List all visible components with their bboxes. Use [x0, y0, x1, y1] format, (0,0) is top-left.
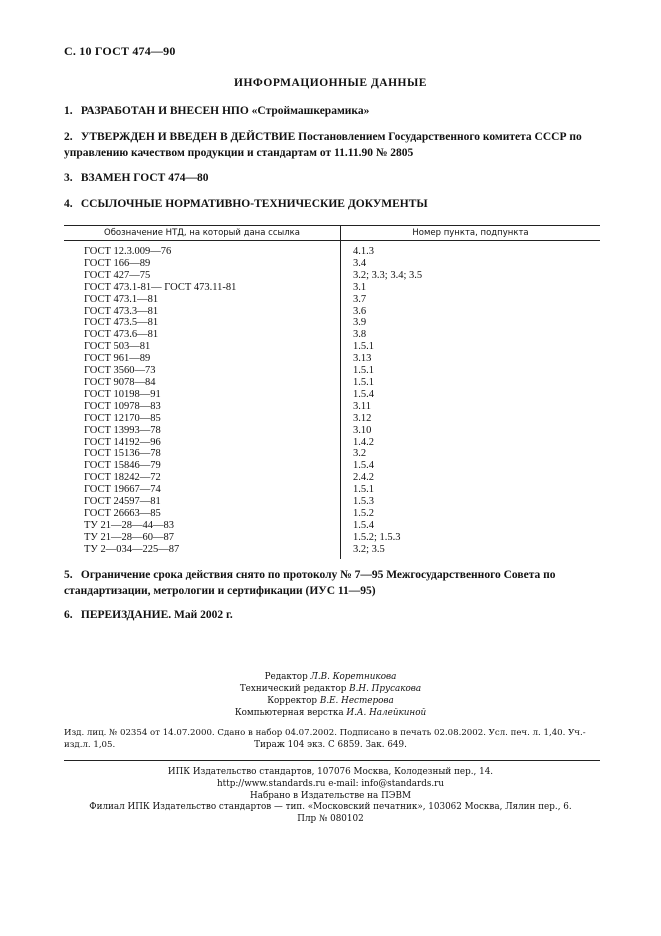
document-cell: ГОСТ 26663—85: [64, 508, 341, 520]
item-lead: УТВЕРЖДЕН И ВВЕДЕН В ДЕЙСТВИЕ: [80, 131, 296, 143]
clause-cell: 1.5.3: [353, 496, 374, 508]
clause-cell: 3.9: [353, 317, 367, 329]
table-row: [64, 329, 600, 341]
layout-line: [0, 707, 661, 719]
table-header-document: Обозначение НТД, на который дана ссылка: [64, 226, 341, 241]
table-row: [64, 520, 600, 532]
tech-editor-name: В.Н. Прусакова: [349, 684, 422, 694]
clause-cell: 1.5.1: [353, 484, 374, 496]
clause-cell: 3.11: [353, 400, 371, 412]
clause-cell: 1.5.4: [353, 388, 374, 400]
table-row: [64, 472, 600, 484]
table-row: [64, 484, 600, 496]
clause-cell: 1.5.2; 1.5.3: [353, 531, 401, 543]
tech-editor-label: Технический редактор: [239, 684, 350, 694]
document-cell: ГОСТ 24597—81: [64, 496, 341, 508]
layout-name: И.А. Налейкиной: [346, 708, 427, 718]
clause-cell: 1.5.1: [353, 365, 374, 377]
table-row: [64, 448, 600, 460]
table-row: [64, 508, 600, 520]
corrector-label: Корректор: [267, 696, 320, 706]
item-text: РАЗРАБОТАН И ВНЕСЕН НПО «Строймашкерамика»: [80, 105, 370, 117]
table-row: [64, 425, 600, 437]
clause-cell: 1.5.4: [353, 519, 374, 531]
document-cell: ГОСТ 10978—83: [64, 401, 341, 413]
table-row: [64, 377, 600, 389]
document-cell: ГОСТ 473.6—81: [64, 329, 341, 341]
corrector-name: В.Е. Нестерова: [319, 696, 394, 706]
references-table: [64, 225, 600, 559]
document-cell: ГОСТ 18242—72: [64, 472, 341, 484]
clause-cell: 1.5.4: [353, 460, 374, 472]
table-row: [64, 401, 600, 413]
document-cell: ГОСТ 10198—91: [64, 389, 341, 401]
clause-cell: 1.5.1: [353, 376, 374, 388]
document-cell: ТУ 2—034—225—87: [64, 544, 341, 559]
item-approved: [64, 129, 604, 161]
item-validity: [64, 567, 604, 599]
item-number: 1.: [64, 105, 73, 117]
clause-cell: 3.6: [353, 305, 367, 317]
corrector-line: [0, 695, 661, 707]
clause-cell: 3.1: [353, 281, 367, 293]
document-cell: ГОСТ 12.3.009—76: [64, 241, 341, 258]
document-cell: ГОСТ 473.1—81: [64, 294, 341, 306]
typeset-line: Набрано в Издательстве на ПЭВМ: [250, 791, 411, 801]
item-text: Ограничение срока действия снято по протоколу № 7—95 Межгосударственного Совета по стандартизации, метрологии и сертификации (ИУС 11—95): [64, 569, 556, 597]
clause-cell: 3.10: [353, 424, 372, 436]
table-row: [64, 306, 600, 318]
editor-name: Л.В. Коретникова: [310, 672, 397, 682]
table-header-row: [64, 226, 600, 241]
table-row: [64, 532, 600, 544]
document-cell: ГОСТ 166—89: [64, 258, 341, 270]
item-text: ВЗАМЕН ГОСТ 474—80: [80, 172, 209, 184]
clause-cell: 4.1.3: [353, 246, 374, 257]
license-line: Изд. лиц. № 02354 от 14.07.2000. Сдано в набор 04.07.2002. Подписано в печать 02.08.2002. Усл. печ. л. 1,40. Уч.-изд.л. 1,05.: [64, 728, 586, 750]
document-cell: ГОСТ 503—81: [64, 341, 341, 353]
table-row: [64, 437, 600, 449]
table-row: [64, 317, 600, 329]
page-header: С. 10 ГОСТ 474—90: [64, 44, 176, 58]
document-cell: ГОСТ 15846—79: [64, 460, 341, 472]
document-cell: ГОСТ 427—75: [64, 270, 341, 282]
document-cell: ГОСТ 13993—78: [64, 425, 341, 437]
web-line: http://www.standards.ru e-mail: info@standards.ru: [216, 779, 445, 789]
document-cell: ГОСТ 14192—96: [64, 437, 341, 449]
clause-cell: 3.2: [353, 448, 367, 460]
print-run-line: Тираж 104 экз. С 6859. Зак. 649.: [254, 740, 407, 750]
table-row: [64, 413, 600, 425]
document-cell: ГОСТ 473.3—81: [64, 306, 341, 318]
section-title: ИНФОРМАЦИОННЫЕ ДАННЫЕ: [234, 77, 427, 89]
document-cell: ГОСТ 12170—85: [64, 413, 341, 425]
layout-label: Компьютерная верстка: [234, 708, 347, 718]
tech-editor-line: [0, 683, 661, 695]
document-cell: ГОСТ 473.5—81: [64, 317, 341, 329]
item-reissue: [64, 607, 604, 623]
publisher-line: ИПК Издательство стандартов, 107076 Москва, Колодезный пер., 14.: [167, 767, 494, 777]
table-header-clause: Номер пункта, подпункта: [341, 226, 601, 241]
item-references: [64, 196, 604, 212]
item-number: 6.: [64, 609, 73, 621]
document-cell: ТУ 21—28—44—83: [64, 520, 341, 532]
item-number: 4.: [64, 198, 73, 210]
document-cell: ТУ 21—28—60—87: [64, 532, 341, 544]
table-row: [64, 496, 600, 508]
clause-cell: 3.7: [353, 293, 367, 305]
table-row: [64, 258, 600, 270]
item-number: 5.: [64, 569, 73, 581]
table-row: [64, 460, 600, 472]
item-number: 3.: [64, 172, 73, 184]
clause-cell: 1.5.2: [353, 507, 374, 519]
item-replaces: [64, 170, 604, 186]
clause-cell: 3.2; 3.5: [353, 543, 385, 555]
clause-cell: 1.4.2: [353, 436, 374, 448]
item-text: ПЕРЕИЗДАНИЕ. Май 2002 г.: [80, 609, 233, 621]
document-cell: ГОСТ 9078—84: [64, 377, 341, 389]
clause-cell: 2.4.2: [353, 472, 374, 484]
table-row: [64, 353, 600, 365]
clause-cell: 3.8: [353, 329, 367, 341]
branch-line: Филиал ИПК Издательство стандартов — тип. «Московский печатник», 103062 Москва, Лялин пер., 6.: [89, 802, 572, 812]
item-number: 2.: [64, 131, 73, 143]
editor-line: [0, 671, 661, 683]
clause-cell: 3.2; 3.3; 3.4; 3.5: [353, 269, 423, 281]
table-row: [64, 270, 600, 282]
table-row: [64, 282, 600, 294]
table-row: [64, 294, 600, 306]
item-text: ССЫЛОЧНЫЕ НОРМАТИВНО-ТЕХНИЧЕСКИЕ ДОКУМЕНТЫ: [80, 198, 428, 210]
clause-cell: 1.5.1: [353, 341, 374, 353]
editor-label: Редактор: [264, 672, 311, 682]
document-cell: ГОСТ 19667—74: [64, 484, 341, 496]
clause-cell: 3.4: [353, 257, 367, 269]
table-row: [64, 389, 600, 401]
document-cell: ГОСТ 961—89: [64, 353, 341, 365]
item-developed: [64, 103, 604, 119]
document-cell: ГОСТ 3560—73: [64, 365, 341, 377]
clause-cell: 3.12: [353, 412, 372, 424]
clause-cell: 3.13: [353, 353, 372, 365]
item-text: Постановлением Государственного комитета СССР по управлению качеством продукции и стандартам от 11.11.90 № 2805: [64, 131, 582, 159]
table-row: [64, 241, 600, 258]
table-row: [64, 365, 600, 377]
document-cell: ГОСТ 15136—78: [64, 448, 341, 460]
table-row: [64, 341, 600, 353]
plr-line: Плр № 080102: [297, 814, 364, 824]
table-row: [64, 544, 600, 559]
divider: [64, 760, 600, 761]
document-cell: ГОСТ 473.1-81— ГОСТ 473.11-81: [64, 282, 341, 294]
